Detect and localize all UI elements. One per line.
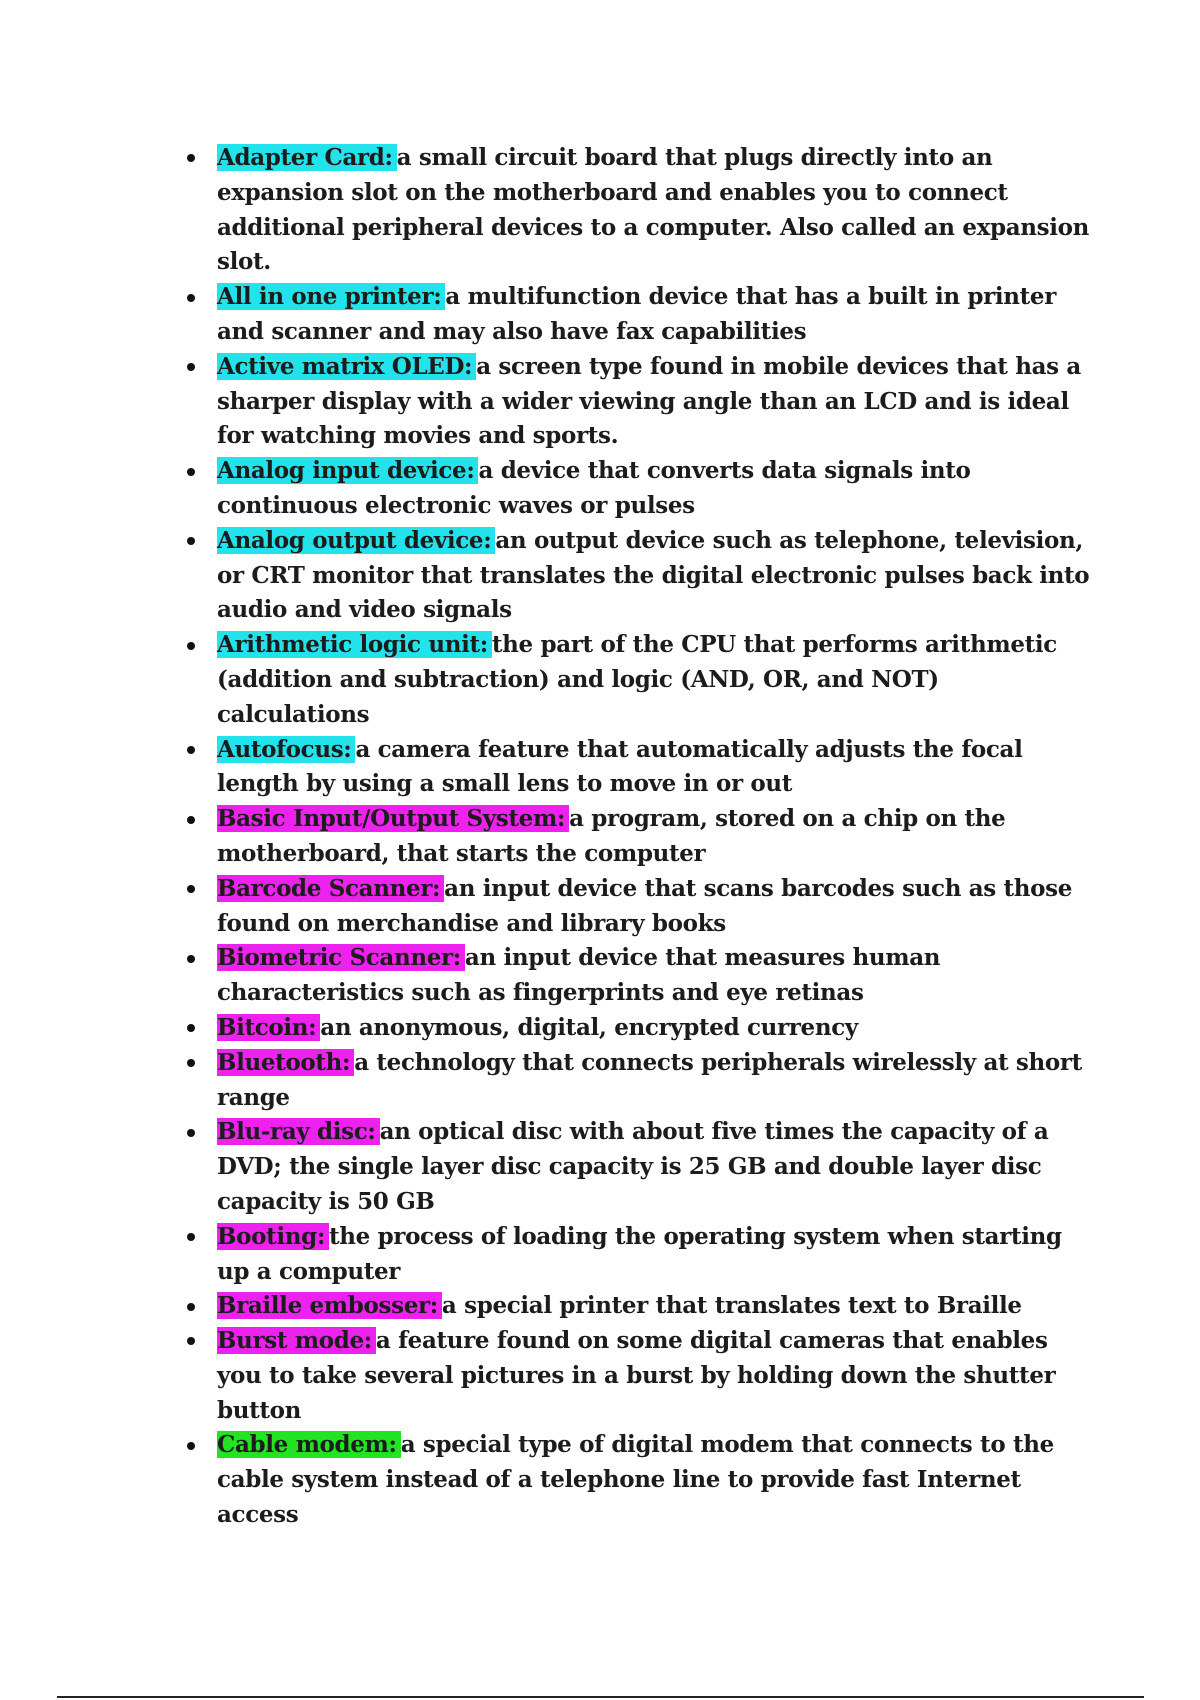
bullet-icon <box>183 1324 217 1359</box>
glossary-term: Braille embosser: <box>217 1292 442 1319</box>
bullet-icon <box>183 1220 217 1255</box>
glossary-entry <box>183 350 1093 454</box>
page-bottom-rule <box>57 1696 1144 1698</box>
glossary-definition: an output device such as telephone, television, or CRT monitor that translates the digital electronic pulses back into audio and video signals <box>217 526 1090 624</box>
glossary-term: Analog output device: <box>217 527 495 554</box>
glossary-definition: an optical disc with about five times the capacity of a DVD; the single layer disc capacity is 25 GB and double layer disc capacity is 50 GB <box>217 1118 1049 1215</box>
glossary-term: Active matrix OLED: <box>217 353 476 380</box>
glossary-entry <box>183 141 1093 280</box>
glossary-entry <box>183 280 1093 350</box>
glossary-term: Cable modem: <box>217 1431 401 1458</box>
glossary-definition: an input device that measures human characteristics such as fingerprints and eye retinas <box>217 944 941 1007</box>
bullet-icon <box>183 1046 217 1081</box>
bullet-icon <box>183 1115 217 1150</box>
glossary-entry <box>183 733 1093 803</box>
glossary-term: Basic Input/Output System: <box>217 805 569 832</box>
glossary-term: Barcode Scanner: <box>217 875 444 902</box>
glossary-term: Burst mode: <box>217 1327 376 1354</box>
glossary-term: Analog input device: <box>217 457 478 484</box>
bullet-icon <box>183 733 217 768</box>
glossary-term: Adapter Card: <box>217 144 397 171</box>
glossary-term: Blu-ray disc: <box>217 1118 380 1145</box>
glossary-definition: a screen type found in mobile devices that has a sharper display with a wider viewing angle than an LCD and is ideal for watching movies and sports. <box>217 352 1081 450</box>
glossary-definition: an anonymous, digital, encrypted currency <box>320 1013 858 1041</box>
bullet-icon <box>183 524 217 559</box>
glossary-term: Autofocus: <box>217 736 355 763</box>
glossary-term: Biometric Scanner: <box>217 944 465 971</box>
bullet-icon <box>183 872 217 907</box>
bullet-icon <box>183 454 217 489</box>
bullet-icon <box>183 802 217 837</box>
glossary-definition: a feature found on some digital cameras that enables you to take several pictures in a burst by holding down the shutter button <box>217 1327 1056 1424</box>
glossary-definition: an input device that scans barcodes such as those found on merchandise and library books <box>217 874 1073 937</box>
glossary-term: Bitcoin: <box>217 1014 320 1041</box>
glossary-entry <box>183 1046 1093 1116</box>
glossary-definition: a camera feature that automatically adjusts the focal length by using a small lens to move in or out <box>217 735 1023 798</box>
glossary-entry <box>183 1428 1093 1532</box>
glossary-term: Arithmetic logic unit: <box>217 631 492 658</box>
glossary-term: All in one printer: <box>217 283 445 310</box>
glossary-definition: a device that converts data signals into continuous electronic waves or pulses <box>217 457 971 519</box>
glossary-definition: a technology that connects peripherals wirelessly at short range <box>217 1048 1082 1111</box>
glossary-term: Bluetooth: <box>217 1049 354 1076</box>
glossary-entry <box>183 1324 1093 1428</box>
glossary-entry <box>183 628 1093 732</box>
glossary-entry <box>183 454 1093 524</box>
glossary-entry <box>183 802 1093 872</box>
glossary-entry <box>183 1289 1093 1324</box>
glossary-entry <box>183 1115 1093 1219</box>
glossary-definition: the part of the CPU that performs arithmetic (addition and subtraction) and logic (AND, OR, and NOT) calculations <box>217 631 1057 728</box>
glossary-definition: a program, stored on a chip on the motherboard, that starts the computer <box>217 805 1006 867</box>
glossary-entry <box>183 1220 1093 1290</box>
bullet-icon <box>183 628 217 663</box>
bullet-icon <box>183 280 217 315</box>
bullet-icon <box>183 141 217 176</box>
glossary-definition: a multifunction device that has a built in printer and scanner and may also have fax capabilities <box>217 283 1056 345</box>
glossary-definition: the process of loading the operating system when starting up a computer <box>217 1222 1062 1285</box>
glossary-entry <box>183 524 1093 628</box>
glossary-entry <box>183 941 1093 1011</box>
glossary-entry <box>183 872 1093 942</box>
glossary-definition: a small circuit board that plugs directly into an expansion slot on the motherboard and enables you to connect additional peripheral devices to a computer. Also called an expansion slot. <box>217 144 1089 276</box>
bullet-icon <box>183 1428 217 1463</box>
glossary-entry <box>183 1011 1093 1046</box>
bullet-icon <box>183 941 217 976</box>
glossary-definition: a special printer that translates text to Braille <box>441 1292 1022 1320</box>
glossary-term: Booting: <box>217 1223 329 1250</box>
glossary-list <box>183 141 1093 1533</box>
bullet-icon <box>183 1011 217 1046</box>
bullet-icon <box>183 350 217 385</box>
bullet-icon <box>183 1289 217 1324</box>
glossary-definition: a special type of digital modem that connects to the cable system instead of a telephone line to provide fast Internet access <box>217 1431 1054 1529</box>
